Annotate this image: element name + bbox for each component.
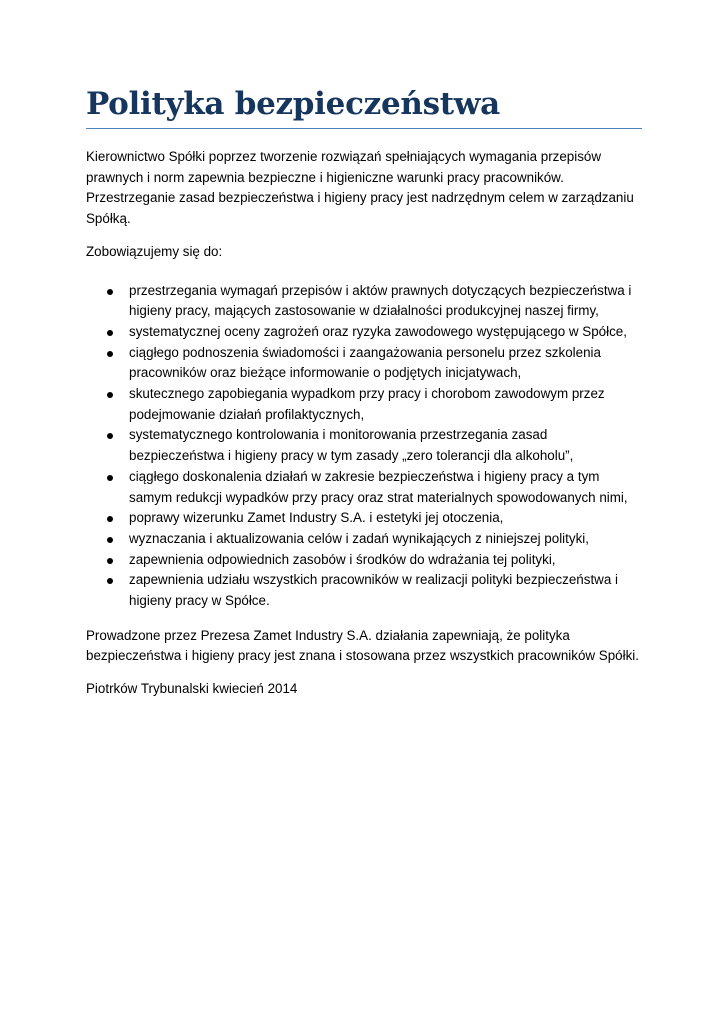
list-item-text: poprawy wizerunku Zamet Industry S.A. i estetyki jej otoczenia,	[129, 510, 504, 526]
list-item	[86, 570, 642, 611]
list-item-text: wyznaczania i aktualizowania celów i zadań wynikających z niniejszej polityki,	[129, 530, 589, 546]
title-underline	[86, 128, 642, 129]
list-item	[86, 550, 642, 571]
bullet-icon	[107, 330, 113, 336]
list-item	[86, 467, 642, 508]
bullet-icon	[107, 537, 113, 543]
list-item-text: ciągłego podnoszenia świadomości i zaangażowania personelu przez szkolenia pracowników oraz bieżące informowanie o podjętych inicjatywach,	[129, 344, 601, 381]
closing-paragraph: Prowadzone przez Prezesa Zamet Industry S.A. działania zapewniają, że polityka bezpieczeństwa i higieny pracy jest znana i stosowana przez wszystkich pracowników Spółki.	[86, 627, 639, 664]
list-item	[86, 425, 642, 466]
list-item-text: zapewnienia odpowiednich zasobów i środków do wdrażania tej polityki,	[129, 551, 556, 567]
list-item-text: skutecznego zapobiegania wypadkom przy pracy i chorobom zawodowym przez podejmowanie działań profilaktycznych,	[129, 386, 605, 422]
list-item	[86, 529, 642, 550]
list-item	[86, 281, 642, 322]
intro-paragraph: Kierownictwo Spółki poprzez tworzenie rozwiązań spełniających wymagania przepisów prawnych i norm zapewnia bezpieczne i higieniczne warunki pracy pracowników. Przestrzeganie zasad bezpieczeństwa i higieny pracy jest nadrzędnym celem w zarządzaniu Spółką.	[86, 149, 634, 227]
commitment-list	[86, 281, 642, 612]
place-date: Piotrków Trybunalski kwiecień 2014	[86, 681, 298, 697]
commitment-lead: Zobowiązujemy się do:	[86, 243, 223, 259]
list-item-text: systematycznej oceny zagrożeń oraz ryzyka zawodowego występującego w Spółce,	[129, 323, 627, 339]
list-item-text: ciągłego doskonalenia działań w zakresie bezpieczeństwa i higieny pracy a tym samym redukcji wypadków przy pracy oraz strat materialnych spowodowanych nimi,	[129, 468, 628, 505]
page-title: Polityka bezpieczeństwa	[86, 86, 500, 122]
bullet-icon	[107, 578, 113, 584]
bullet-icon	[107, 475, 113, 481]
bullet-icon	[107, 289, 113, 295]
bullet-icon	[107, 516, 113, 522]
list-item-text: zapewnienia udziału wszystkich pracowników w realizacji polityki bezpieczeństwa i higieny pracy w Spółce.	[129, 572, 618, 609]
document-page	[86, 82, 642, 710]
bullet-icon	[107, 392, 113, 398]
list-item-text: systematycznego kontrolowania i monitorowania przestrzegania zasad bezpieczeństwa i higieny pracy w tym zasady „zero tolerancji dla alkoholu”,	[129, 427, 574, 464]
list-item	[86, 508, 642, 529]
list-item	[86, 322, 642, 343]
list-item	[86, 384, 642, 425]
list-item-text: przestrzegania wymagań przepisów i aktów prawnych dotyczących bezpieczeństwa i higieny pracy, mających zastosowanie w działalności produkcyjnej naszej firmy,	[129, 282, 632, 319]
bullet-icon	[107, 433, 113, 439]
bullet-icon	[107, 351, 113, 357]
list-item	[86, 343, 642, 384]
bullet-icon	[107, 558, 113, 564]
